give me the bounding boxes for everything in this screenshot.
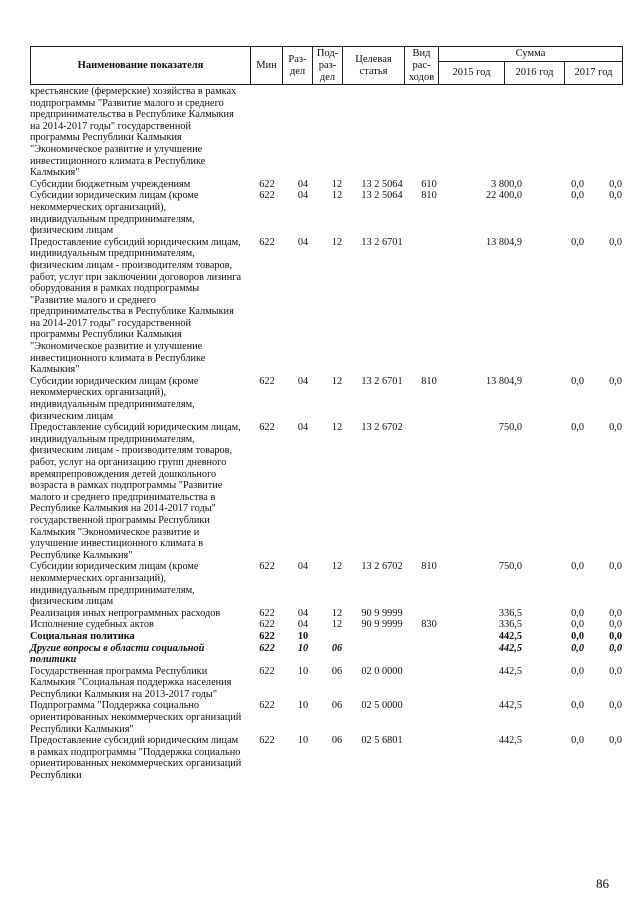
cell-podrazdel: 06 — [331, 642, 343, 654]
cell-tsel: 13 2 6702 — [361, 561, 403, 573]
cell-vid: 810 — [421, 190, 437, 202]
cell-y2016: 0,0 — [571, 619, 584, 631]
cell-min: 622 — [259, 178, 275, 190]
cell-podrazdel: 12 — [331, 422, 343, 434]
header-razdel: Раз-дел — [283, 47, 313, 85]
cell-min: 622 — [259, 375, 275, 387]
cell-razdel: 10 — [297, 665, 309, 677]
cell-tsel: 02 0 0000 — [361, 665, 403, 677]
cell-tsel: 13 2 6701 — [361, 375, 403, 387]
row-name: Реализация иных непрограммных расходов — [30, 607, 221, 619]
cell-y2016: 0,0 — [571, 561, 584, 573]
row-name: Субсидии бюджетным учреждениям — [30, 178, 191, 190]
cell-podrazdel: 06 — [331, 700, 343, 712]
table-row — [30, 608, 622, 620]
cell-y2015: 336,5 — [498, 619, 522, 631]
table-row — [30, 561, 622, 607]
cell-y2015: 3 800,0 — [491, 178, 522, 190]
cell-razdel: 04 — [297, 236, 309, 248]
table-row — [30, 237, 622, 376]
cell-razdel: 04 — [297, 561, 309, 573]
cell-y2016: 0,0 — [571, 422, 584, 434]
cell-y2015: 442,5 — [498, 642, 522, 654]
row-name: Подпрограмма "Поддержка социально ориентированных некоммерческих организаций Республики Калмыкия" — [30, 700, 242, 735]
cell-tsel: 13 2 5064 — [361, 178, 403, 190]
cell-podrazdel: 12 — [331, 561, 343, 573]
header-vid: Вид рас-ходов — [405, 47, 439, 85]
cell-y2016: 0,0 — [571, 178, 584, 190]
table-body — [30, 86, 622, 782]
row-name: Субсидии юридическим лицам (кроме некоммерческих организаций), индивидуальным предпринимателям, физическим лицам — [30, 561, 199, 608]
table-row — [30, 666, 622, 701]
cell-vid: 810 — [421, 375, 437, 387]
cell-razdel: 04 — [297, 607, 309, 619]
cell-min: 622 — [259, 190, 275, 202]
cell-y2016: 0,0 — [571, 190, 584, 202]
cell-tsel: 90 9 9999 — [361, 619, 403, 631]
cell-min: 622 — [259, 422, 275, 434]
cell-tsel: 02 5 6801 — [361, 735, 403, 747]
cell-podrazdel: 12 — [331, 607, 343, 619]
cell-y2016: 0,0 — [571, 665, 584, 677]
cell-y2015: 442,5 — [498, 700, 522, 712]
cell-razdel: 10 — [297, 700, 309, 712]
cell-y2017: 0,0 — [609, 607, 622, 619]
cell-podrazdel: 12 — [331, 619, 343, 631]
cell-razdel: 04 — [297, 178, 309, 190]
cell-min: 622 — [259, 735, 275, 747]
cell-tsel: 02 5 0000 — [361, 700, 403, 712]
cell-y2017: 0,0 — [609, 236, 622, 248]
header-2017: 2017 год — [565, 62, 623, 85]
cell-y2017: 0,0 — [609, 630, 622, 642]
cell-y2017: 0,0 — [609, 619, 622, 631]
cell-y2015: 13 804,9 — [485, 236, 522, 248]
cell-y2015: 442,5 — [498, 665, 522, 677]
cell-y2015: 442,5 — [498, 630, 522, 642]
table-row — [30, 86, 622, 179]
cell-y2016: 0,0 — [571, 735, 584, 747]
row-name: Субсидии юридическим лицам (кроме некоммерческих организаций), индивидуальным предпринимателям, физическим лицам — [30, 190, 199, 237]
table-row — [30, 700, 622, 735]
cell-min: 622 — [259, 236, 275, 248]
cell-y2015: 750,0 — [498, 422, 522, 434]
cell-y2017: 0,0 — [609, 422, 622, 434]
row-name: Предоставление субсидий юридическим лицам, индивидуальным предпринимателям, физическим лицам - производителям товаров, работ, услуг на организацию групп дневного времяпрепровождения детей дошкольного возраста в рамках подпрограммы "Развитие малого и среднего предпринимательства в Республике Калмыкия на 2014-2017 годы" государственной программы Республики Калмыкия "Экономическое развитие и улучшение инвестиционного климата в Республике Калмыкия" — [30, 422, 241, 561]
header-summa: Сумма — [439, 47, 623, 62]
table-row — [30, 631, 622, 643]
cell-y2015: 750,0 — [498, 561, 522, 573]
cell-razdel: 10 — [297, 630, 309, 642]
cell-y2015: 442,5 — [498, 735, 522, 747]
cell-razdel: 10 — [297, 642, 309, 654]
cell-y2015: 22 400,0 — [485, 190, 522, 202]
row-name: Другие вопросы в области социальной политики — [30, 642, 205, 666]
cell-y2017: 0,0 — [609, 190, 622, 202]
header-min: Мин — [251, 47, 283, 85]
cell-y2016: 0,0 — [571, 642, 584, 654]
cell-tsel: 13 2 5064 — [361, 190, 403, 202]
cell-razdel: 10 — [297, 735, 309, 747]
cell-podrazdel: 12 — [331, 236, 343, 248]
cell-razdel: 04 — [297, 190, 309, 202]
cell-y2017: 0,0 — [609, 375, 622, 387]
header-2015: 2015 год — [439, 62, 505, 85]
cell-min: 622 — [259, 619, 275, 631]
page-number: 86 — [596, 876, 609, 891]
header-name: Наименование показателя — [31, 47, 251, 85]
header-podrazdel: Под-раз-дел — [313, 47, 343, 85]
cell-y2017: 0,0 — [609, 735, 622, 747]
table-row — [30, 619, 622, 631]
header-2016: 2016 год — [505, 62, 565, 85]
cell-y2017: 0,0 — [609, 178, 622, 190]
cell-razdel: 04 — [297, 422, 309, 434]
cell-vid: 830 — [421, 619, 437, 631]
cell-min: 622 — [259, 642, 275, 654]
cell-y2016: 0,0 — [571, 700, 584, 712]
cell-y2017: 0,0 — [609, 700, 622, 712]
cell-min: 622 — [259, 700, 275, 712]
cell-y2016: 0,0 — [571, 375, 584, 387]
cell-razdel: 04 — [297, 375, 309, 387]
cell-tsel: 13 2 6702 — [361, 422, 403, 434]
table-row — [30, 376, 622, 422]
cell-tsel: 90 9 9999 — [361, 607, 403, 619]
row-name: Исполнение судебных актов — [30, 619, 154, 631]
table-header — [30, 46, 623, 85]
cell-y2015: 13 804,9 — [485, 375, 522, 387]
cell-y2016: 0,0 — [571, 236, 584, 248]
cell-vid: 610 — [421, 178, 437, 190]
cell-y2015: 336,5 — [498, 607, 522, 619]
table-row — [30, 179, 622, 191]
cell-tsel: 13 2 6701 — [361, 236, 403, 248]
cell-vid: 810 — [421, 561, 437, 573]
cell-y2017: 0,0 — [609, 642, 622, 654]
table-row — [30, 422, 622, 561]
header-tselevaya: Целевая статья — [343, 47, 405, 85]
cell-y2017: 0,0 — [609, 665, 622, 677]
cell-min: 622 — [259, 561, 275, 573]
row-name: Государственная программа Республики Калмыкия "Социальная поддержка населения Республики Калмыкия на 2013-2017 годы" — [30, 665, 232, 700]
cell-podrazdel: 12 — [331, 375, 343, 387]
row-name: Социальная политика — [30, 630, 135, 642]
cell-podrazdel: 12 — [331, 178, 343, 190]
table-row — [30, 643, 622, 666]
row-name: Предоставление субсидий юридическим лицам, индивидуальным предпринимателям, физическим лицам - производителям товаров, работ, услуг при заключении договоров лизинга оборудования в рамках подпрограммы "Развитие малого и среднего предпринимательства в Республике Калмыкия на 2014-2017 годы" государственной программы Республики Калмыкия "Экономическое развитие и улучшение инвестиционного климата в Республике Калмыкия" — [30, 236, 242, 376]
cell-min: 622 — [259, 607, 275, 619]
cell-y2017: 0,0 — [609, 561, 622, 573]
table-row — [30, 735, 622, 781]
row-name: Предоставление субсидий юридическим лицам в рамках подпрограммы "Поддержка социально ориентированных некоммерческих организаций Республики — [30, 735, 242, 782]
cell-min: 622 — [259, 630, 275, 642]
cell-podrazdel: 12 — [331, 190, 343, 202]
cell-y2016: 0,0 — [571, 607, 584, 619]
cell-razdel: 04 — [297, 619, 309, 631]
cell-podrazdel: 06 — [331, 735, 343, 747]
table-row — [30, 190, 622, 236]
cell-y2016: 0,0 — [571, 630, 584, 642]
cell-podrazdel: 06 — [331, 665, 343, 677]
cell-min: 622 — [259, 665, 275, 677]
row-name: крестьянские (фермерские) хозяйства в рамках подпрограммы "Развитие малого и среднего предпринимательства в Республике Калмыкия на 2014-2017 годы" государственной программы Республики Калмыкия "Экономическое развитие и улучшение инвестиционного климата в Республике Калмыкия" — [30, 86, 237, 179]
row-name: Субсидии юридическим лицам (кроме некоммерческих организаций), индивидуальным предпринимателям, физическим лицам — [30, 375, 199, 422]
